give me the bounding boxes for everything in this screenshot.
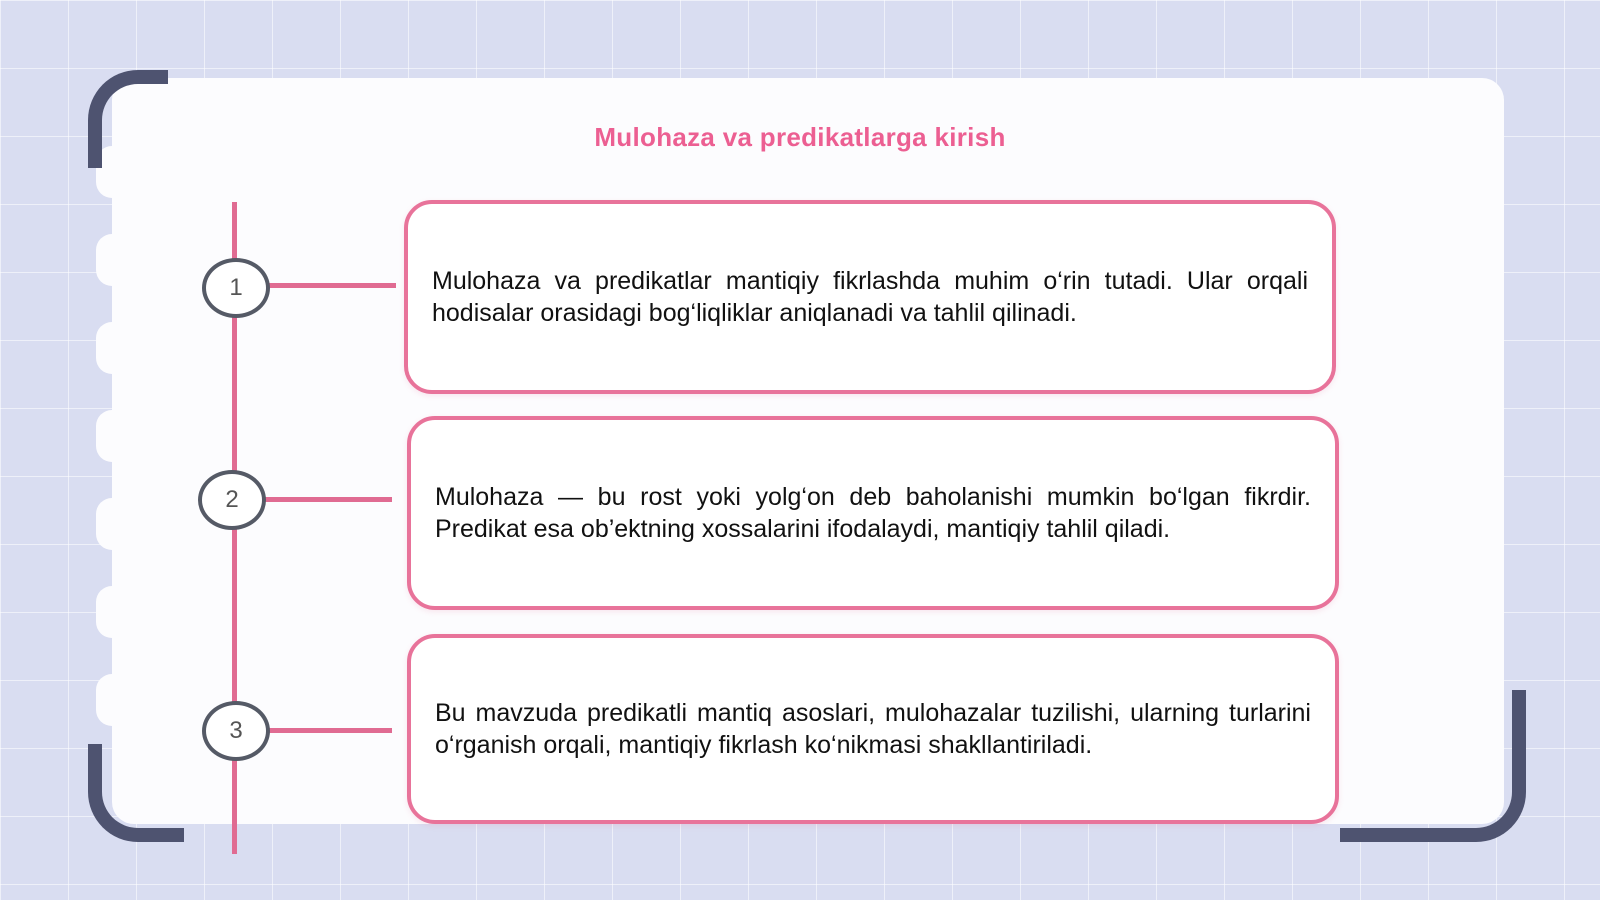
timeline-connector	[264, 728, 392, 733]
timeline-number-circle	[198, 470, 266, 530]
corner-bracket-bottom-right	[1340, 690, 1526, 842]
timeline-connector	[262, 497, 392, 502]
timeline-connector	[264, 283, 396, 288]
timeline-number: 1	[229, 274, 243, 301]
corner-bracket-bottom-left	[88, 744, 184, 842]
timeline-number-circle	[202, 258, 270, 318]
card-edge-scallop	[96, 498, 128, 550]
card-edge-scallop	[96, 410, 128, 462]
timeline-item-box	[404, 200, 1336, 394]
card-edge-scallop	[96, 234, 128, 286]
timeline-item-text: Mulohaza va predikatlar mantiqiy fikrlashda muhim o‘rin tutadi. Ular orqali hodisalar orasidagi bog‘liqliklar aniqlanadi va tahlil qilinadi.	[432, 267, 1308, 327]
timeline-item-text: Mulohaza — bu rost yoki yolg‘on deb baholanishi mumkin bo‘lgan fikrdir. Predikat esa ob’ektning xossalarini ifodalaydi, mantiqiy tahlil qiladi.	[435, 483, 1311, 543]
timeline-item-text: Bu mavzuda predikatli mantiq asoslari, mulohazalar tuzilishi, ularning turlarini o‘rganish orqali, mantiqiy fikrlash ko‘nikmasi shakllantiriladi.	[435, 699, 1311, 759]
timeline-number: 2	[225, 486, 239, 513]
card-edge-scallop	[96, 586, 128, 638]
timeline-item-box	[407, 634, 1339, 824]
slide-title: Mulohaza va predikatlarga kirish	[594, 122, 1006, 152]
card-edge-scallop	[96, 674, 128, 726]
timeline-number: 3	[229, 717, 243, 744]
card-edge-scallop	[96, 322, 128, 374]
timeline-number-circle	[202, 701, 270, 761]
corner-bracket-top-left	[88, 70, 168, 168]
timeline-item-box	[407, 416, 1339, 610]
